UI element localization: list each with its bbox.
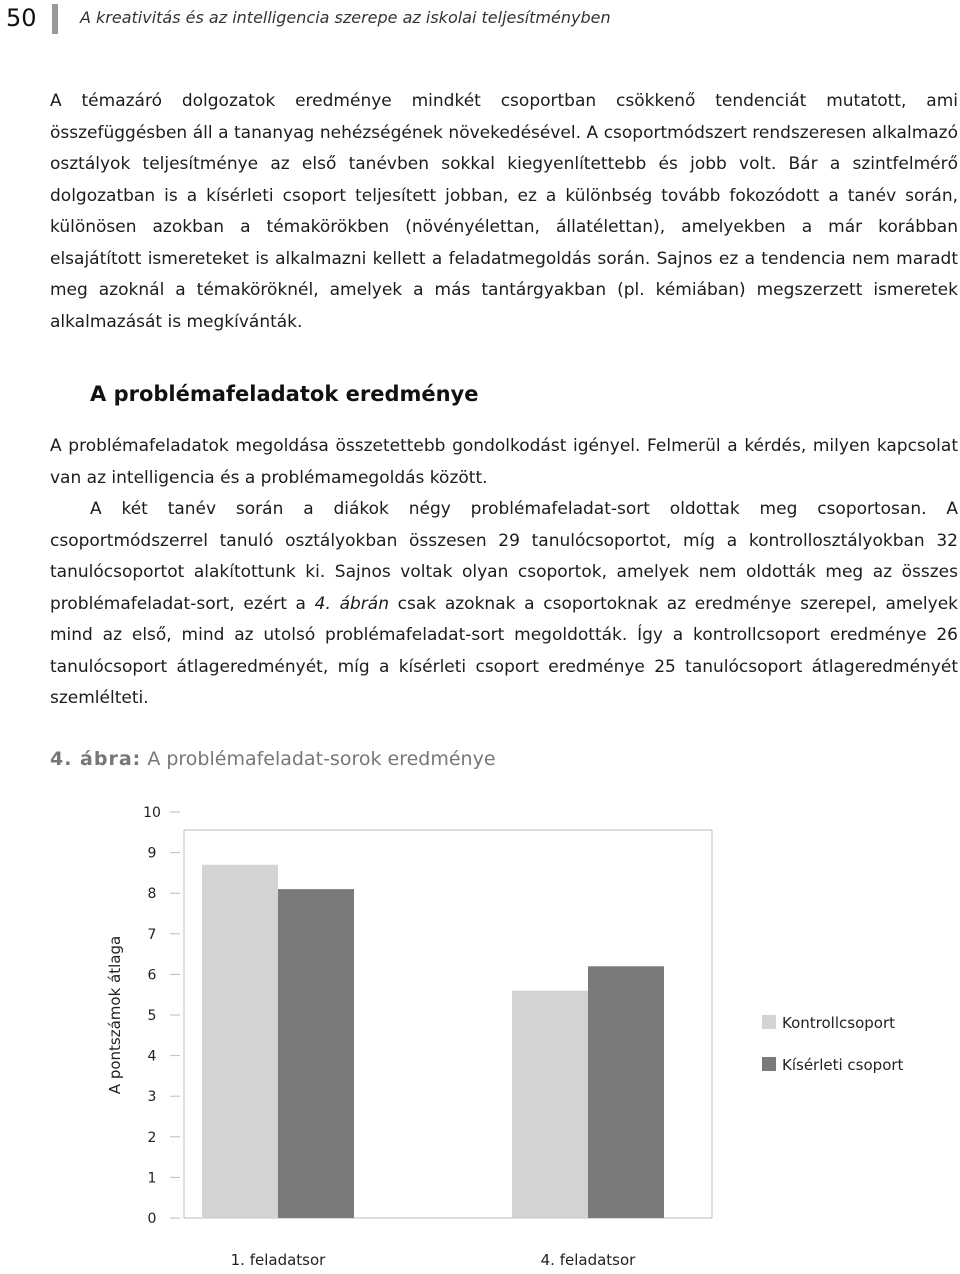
figure-title: A problémafeladat-sorok eredménye	[147, 748, 496, 770]
legend-swatch-kontroll	[762, 1015, 776, 1029]
y-tick-label: 0	[147, 1211, 157, 1227]
legend-swatch-kiserleti	[762, 1057, 776, 1071]
page-number: 50	[6, 4, 37, 32]
y-axis-label: A pontszámok átlaga	[106, 935, 124, 1095]
bar-chart	[0, 790, 960, 1270]
paragraph-2: A problémafeladatok megoldása összetettebb gondolkodást igényel. Felmerül a kérdés, milyen kapcsolat van az intelligencia és a problémamegoldás között.	[50, 436, 958, 488]
paragraph-3-text-before: A két tanév során a diákok négy problémafeladat-sort oldottak meg csoportosan. A csoportmódszerrel tanuló osztályokban összesen 29 tanulócsoportot, míg a kontrollosztályokban 32 tanulócsoportot alakítottunk ki. Sajnos voltak olyan csoportok, amelyek nem oldották meg az összes problémafeladat-sort, ezért a	[50, 499, 958, 614]
page-header	[0, 0, 960, 40]
running-title: A kreativitás és az intelligencia szerepe az iskolai teljesítményben	[80, 8, 611, 27]
paragraph-3-text-after: csak azoknak a csoportoknak az eredménye szerepel, amelyek mind az első, mind az utolsó problémafeladat-sort megoldották. Így a kontrollcsoport eredménye 26 tanulócsoport átlageredményét, míg a kísérleti csoport eredménye 25 tanulócsoport átlageredményét szemlélteti.	[50, 593, 958, 708]
figure-number: 4. ábra:	[50, 748, 142, 770]
section-heading: A problémafeladatok eredménye	[90, 382, 479, 406]
y-tick-label: 2	[147, 1129, 157, 1146]
figure-reference: 4. ábrán	[314, 593, 389, 614]
y-tick-label: 1	[147, 1170, 157, 1187]
bar-kontroll-2	[512, 991, 588, 1218]
y-tick-label: 9	[147, 845, 157, 862]
y-tick-label: 7	[147, 926, 157, 943]
paragraph-1: A témazáró dolgozatok eredménye mindkét csoportban csökkenő tendenciát mutatott, ami összefüggésben áll a tananyag nehézségének növekedésével. A csoportmódszert rendszeresen alkalmazó osztályok teljesítménye az első tanévben sokkal kiegyenlítettebb és jobb volt. Bár a szintfelmérő dolgozatban is a kísérleti csoport teljesített jobban, ez a különbség tovább fokozódott a tanév során, különösen azokban a témakörökben (növényélettan, állatélettan), amelyekben a már korábban elsajátított ismereteket is alkalmazni kellett a feladatmegoldás során. Sajnos ez a tendencia nem maradt meg azoknál a témaköröknél, amelyek a más tantárgyakban (pl. kémiában) megszerzett ismeretek alkalmazását is megkívánták.	[50, 91, 958, 332]
chart-svg	[0, 790, 960, 1270]
bar-kiserleti-2	[588, 966, 664, 1218]
legend-label-kontroll: Kontrollcsoport	[782, 1014, 895, 1032]
y-tick-label: 6	[147, 967, 157, 984]
y-tick-label: 4	[147, 1048, 157, 1065]
header-divider	[52, 4, 58, 34]
bar-kiserleti-1	[278, 889, 354, 1218]
figure-caption	[50, 748, 496, 770]
legend-label-kiserleti: Kísérleti csoport	[782, 1056, 904, 1074]
y-tick-label: 3	[147, 1089, 157, 1106]
y-tick-label: 10	[143, 805, 161, 821]
x-tick-label: 4. feladatsor	[540, 1251, 636, 1269]
y-tick-label: 5	[147, 1008, 157, 1024]
x-tick-label: 1. feladatsor	[230, 1251, 326, 1269]
y-tick-label: 8	[147, 886, 157, 903]
bar-kontroll-1	[202, 865, 278, 1218]
paragraph-3	[50, 494, 958, 715]
